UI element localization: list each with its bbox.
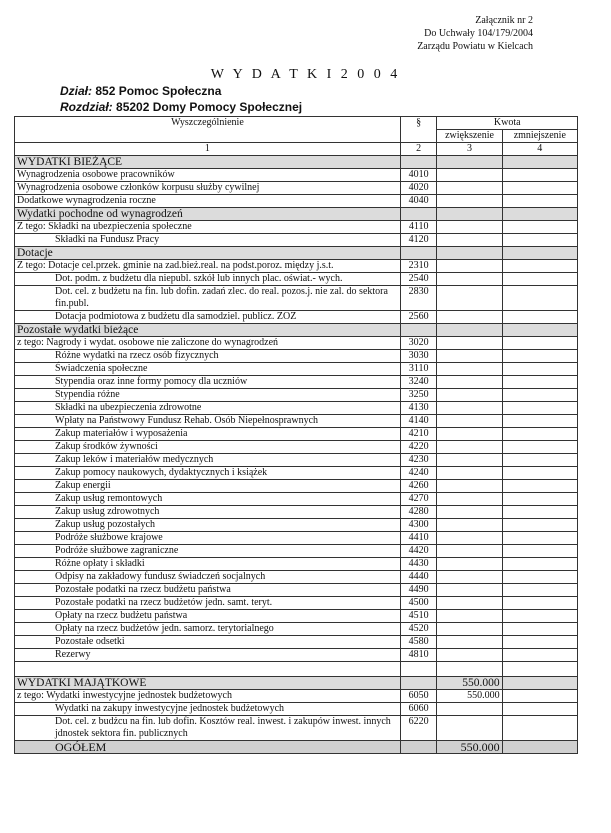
row-paragraph-code: 4280 bbox=[400, 506, 437, 519]
row-paragraph-code: 4020 bbox=[400, 182, 437, 195]
row-description: Podróże służbowe zagraniczne bbox=[15, 545, 401, 558]
row-increase-amount bbox=[437, 324, 502, 337]
row-decrease-amount bbox=[502, 662, 577, 677]
table-row bbox=[15, 558, 578, 571]
table-row bbox=[15, 610, 578, 623]
row-increase-amount bbox=[437, 493, 502, 506]
row-description: Podróże służbowe krajowe bbox=[15, 532, 401, 545]
row-description bbox=[15, 662, 401, 677]
row-description: Dodatkowe wynagrodzenia roczne bbox=[15, 195, 401, 208]
row-paragraph-code bbox=[400, 208, 437, 221]
row-increase-amount bbox=[437, 415, 502, 428]
row-paragraph-code: 4110 bbox=[400, 221, 437, 234]
row-increase-amount bbox=[437, 506, 502, 519]
row-paragraph-code: 3030 bbox=[400, 350, 437, 363]
row-description: Pozostałe podatki na rzecz budżetu państwa bbox=[15, 584, 401, 597]
row-description: Różne opłaty i składki bbox=[15, 558, 401, 571]
row-increase-amount bbox=[437, 156, 502, 169]
row-increase-amount bbox=[437, 195, 502, 208]
table-row bbox=[15, 428, 578, 441]
row-description: Opłaty na rzecz budżetów jedn. samorz. terytorialnego bbox=[15, 623, 401, 636]
row-paragraph-code bbox=[400, 156, 437, 169]
row-description: Z tego: Dotacje cel.przek. gminie na zad.bież.real. na podst.poroz. między j.s.t. bbox=[15, 260, 401, 273]
row-decrease-amount bbox=[502, 156, 577, 169]
table-row bbox=[15, 415, 578, 428]
row-increase-amount bbox=[437, 337, 502, 350]
row-decrease-amount bbox=[502, 610, 577, 623]
dzial-line bbox=[60, 84, 221, 98]
row-paragraph-code: 2540 bbox=[400, 273, 437, 286]
row-paragraph-code: 4210 bbox=[400, 428, 437, 441]
row-decrease-amount bbox=[502, 324, 577, 337]
row-decrease-amount bbox=[502, 558, 577, 571]
row-decrease-amount bbox=[502, 428, 577, 441]
row-paragraph-code bbox=[400, 247, 437, 260]
header-col-number: 4 bbox=[502, 143, 577, 156]
row-description: OGÓŁEM bbox=[15, 741, 401, 754]
row-decrease-amount bbox=[502, 169, 577, 182]
table-row bbox=[15, 480, 578, 493]
row-increase-amount: 550.000 bbox=[437, 741, 502, 754]
row-decrease-amount bbox=[502, 389, 577, 402]
row-description: Zakup środków żywności bbox=[15, 441, 401, 454]
row-paragraph-code: 4510 bbox=[400, 610, 437, 623]
row-decrease-amount bbox=[502, 350, 577, 363]
table-row bbox=[15, 221, 578, 234]
header-description: Wyszczególnienie bbox=[15, 117, 401, 143]
rozdzial-value: 85202 Domy Pomocy Społecznej bbox=[116, 100, 303, 114]
row-decrease-amount bbox=[502, 402, 577, 415]
table-row bbox=[15, 454, 578, 467]
row-decrease-amount bbox=[502, 286, 577, 311]
row-decrease-amount bbox=[502, 703, 577, 716]
row-decrease-amount bbox=[502, 234, 577, 247]
row-increase-amount bbox=[437, 610, 502, 623]
header-col-number: 2 bbox=[400, 143, 437, 156]
row-description: Zakup pomocy naukowych, dydaktycznych i książek bbox=[15, 467, 401, 480]
section-row bbox=[15, 677, 578, 690]
row-description: WYDATKI BIEŻĄCE bbox=[15, 156, 401, 169]
row-description: Stypendia oraz inne formy pomocy dla uczniów bbox=[15, 376, 401, 389]
row-increase-amount bbox=[437, 208, 502, 221]
row-increase-amount bbox=[437, 623, 502, 636]
row-decrease-amount bbox=[502, 273, 577, 286]
header-col-number: 1 bbox=[15, 143, 401, 156]
header-amount: Kwota bbox=[437, 117, 578, 130]
table-row bbox=[15, 597, 578, 610]
table-row bbox=[15, 402, 578, 415]
row-increase-amount bbox=[437, 519, 502, 532]
row-increase-amount bbox=[437, 571, 502, 584]
row-paragraph-code: 4520 bbox=[400, 623, 437, 636]
table-row bbox=[15, 532, 578, 545]
row-decrease-amount bbox=[502, 376, 577, 389]
section-row bbox=[15, 324, 578, 337]
row-paragraph-code: 4120 bbox=[400, 234, 437, 247]
row-paragraph-code: 3240 bbox=[400, 376, 437, 389]
attachment-note bbox=[417, 14, 533, 53]
row-paragraph-code: 4580 bbox=[400, 636, 437, 649]
row-decrease-amount bbox=[502, 690, 577, 703]
row-description: Wynagrodzenia osobowe pracowników bbox=[15, 169, 401, 182]
table-row bbox=[15, 286, 578, 311]
row-description: z tego: Nagrody i wydat. osobowe nie zaliczone do wynagrodzeń bbox=[15, 337, 401, 350]
rozdzial-line bbox=[60, 100, 302, 114]
row-description: Składki na Fundusz Pracy bbox=[15, 234, 401, 247]
row-decrease-amount bbox=[502, 623, 577, 636]
row-description: Różne wydatki na rzecz osób fizycznych bbox=[15, 350, 401, 363]
row-decrease-amount bbox=[502, 571, 577, 584]
row-description: Zakup usług remontowych bbox=[15, 493, 401, 506]
row-paragraph-code: 3250 bbox=[400, 389, 437, 402]
row-increase-amount bbox=[437, 389, 502, 402]
table-row bbox=[15, 273, 578, 286]
row-paragraph-code: 4490 bbox=[400, 584, 437, 597]
section-row bbox=[15, 208, 578, 221]
row-increase-amount bbox=[437, 286, 502, 311]
table-row bbox=[15, 623, 578, 636]
row-decrease-amount bbox=[502, 195, 577, 208]
row-increase-amount: 550.000 bbox=[437, 690, 502, 703]
row-paragraph-code: 3110 bbox=[400, 363, 437, 376]
row-description: Zakup leków i materiałów medycznych bbox=[15, 454, 401, 467]
row-decrease-amount bbox=[502, 182, 577, 195]
row-description: Pozostałe podatki na rzecz budżetów jedn. samt. teryt. bbox=[15, 597, 401, 610]
row-description: Zakup energii bbox=[15, 480, 401, 493]
dzial-value: 852 Pomoc Społeczna bbox=[95, 84, 222, 98]
row-paragraph-code bbox=[400, 741, 437, 754]
row-paragraph-code: 4260 bbox=[400, 480, 437, 493]
row-decrease-amount bbox=[502, 247, 577, 260]
table-row bbox=[15, 195, 578, 208]
row-increase-amount bbox=[437, 532, 502, 545]
header-increase: zwiększenie bbox=[437, 130, 502, 143]
row-decrease-amount bbox=[502, 636, 577, 649]
row-increase-amount bbox=[437, 234, 502, 247]
row-increase-amount bbox=[437, 480, 502, 493]
row-decrease-amount bbox=[502, 493, 577, 506]
row-increase-amount bbox=[437, 169, 502, 182]
row-paragraph-code: 2560 bbox=[400, 311, 437, 324]
row-decrease-amount bbox=[502, 221, 577, 234]
rozdzial-label: Rozdział: bbox=[60, 100, 113, 114]
row-paragraph-code: 4130 bbox=[400, 402, 437, 415]
row-decrease-amount bbox=[502, 441, 577, 454]
row-description: Składki na ubezpieczenia zdrowotne bbox=[15, 402, 401, 415]
row-paragraph-code: 4300 bbox=[400, 519, 437, 532]
row-description: Z tego: Składki na ubezpieczenia społeczne bbox=[15, 221, 401, 234]
row-increase-amount bbox=[437, 428, 502, 441]
header-col-number: 3 bbox=[437, 143, 502, 156]
row-decrease-amount bbox=[502, 649, 577, 662]
row-description: Zakup usług zdrowotnych bbox=[15, 506, 401, 519]
row-increase-amount bbox=[437, 545, 502, 558]
dzial-label: Dział: bbox=[60, 84, 93, 98]
row-increase-amount bbox=[437, 182, 502, 195]
row-description: Opłaty na rzecz budżetu państwa bbox=[15, 610, 401, 623]
header-decrease: zmniejszenie bbox=[502, 130, 577, 143]
row-description: z tego: Wydatki inwestycyjne jednostek budżetowych bbox=[15, 690, 401, 703]
row-paragraph-code: 3020 bbox=[400, 337, 437, 350]
expenses-table bbox=[14, 116, 578, 754]
table-row bbox=[15, 234, 578, 247]
row-description: Pozostałe wydatki bieżące bbox=[15, 324, 401, 337]
row-decrease-amount bbox=[502, 597, 577, 610]
row-description: Dot. podm. z budżetu dla niepubl. szkół lub innych plac. oświat.- wych. bbox=[15, 273, 401, 286]
attachment-line: Do Uchwały 104/179/2004 bbox=[424, 28, 533, 39]
row-description: Dotacja podmiotowa z budżetu dla samodziel. publicz. ZOZ bbox=[15, 311, 401, 324]
row-decrease-amount bbox=[502, 506, 577, 519]
row-description: Dotacje bbox=[15, 247, 401, 260]
row-increase-amount bbox=[437, 558, 502, 571]
table-row bbox=[15, 337, 578, 350]
row-increase-amount bbox=[437, 662, 502, 677]
row-description: Wydatki pochodne od wynagrodzeń bbox=[15, 208, 401, 221]
row-decrease-amount bbox=[502, 677, 577, 690]
row-description: Wynagrodzenia osobowe członków korpusu służby cywilnej bbox=[15, 182, 401, 195]
row-decrease-amount bbox=[502, 480, 577, 493]
row-increase-amount bbox=[437, 402, 502, 415]
row-increase-amount bbox=[437, 703, 502, 716]
header-paragraph: § bbox=[400, 117, 437, 143]
section-row bbox=[15, 156, 578, 169]
row-paragraph-code: 4040 bbox=[400, 195, 437, 208]
table-row bbox=[15, 493, 578, 506]
row-increase-amount bbox=[437, 467, 502, 480]
row-decrease-amount bbox=[502, 519, 577, 532]
row-paragraph-code: 6220 bbox=[400, 716, 437, 741]
row-description: Wpłaty na Państwowy Fundusz Rehab. Osób Niepełnosprawnych bbox=[15, 415, 401, 428]
row-paragraph-code: 4140 bbox=[400, 415, 437, 428]
total-row bbox=[15, 741, 578, 754]
row-description: Zakup usług pozostałych bbox=[15, 519, 401, 532]
expenses-body bbox=[15, 156, 578, 754]
row-decrease-amount bbox=[502, 467, 577, 480]
row-increase-amount: 550.000 bbox=[437, 677, 502, 690]
row-description: Świadczenia społeczne bbox=[15, 363, 401, 376]
row-description: Dot. cel. z budżetu na fin. lub dofin. zadań zlec. do real. pozos.j. nie zal. do sektora fin.publ. bbox=[15, 286, 401, 311]
document-title: W Y D A T K I 2 0 0 4 bbox=[210, 67, 401, 82]
row-paragraph-code bbox=[400, 677, 437, 690]
section-row bbox=[15, 247, 578, 260]
row-paragraph-code: 4500 bbox=[400, 597, 437, 610]
row-paragraph-code: 2830 bbox=[400, 286, 437, 311]
row-description: WYDATKI MAJĄTKOWE bbox=[15, 677, 401, 690]
table-row bbox=[15, 571, 578, 584]
row-description: Odpisy na zakładowy fundusz świadczeń socjalnych bbox=[15, 571, 401, 584]
row-increase-amount bbox=[437, 649, 502, 662]
row-paragraph-code: 4810 bbox=[400, 649, 437, 662]
table-row bbox=[15, 363, 578, 376]
row-description: Pozostałe odsetki bbox=[15, 636, 401, 649]
row-increase-amount bbox=[437, 716, 502, 741]
row-increase-amount bbox=[437, 636, 502, 649]
row-decrease-amount bbox=[502, 584, 577, 597]
table-row bbox=[15, 690, 578, 703]
row-paragraph-code: 4410 bbox=[400, 532, 437, 545]
row-decrease-amount bbox=[502, 454, 577, 467]
row-paragraph-code: 2310 bbox=[400, 260, 437, 273]
table-row bbox=[15, 260, 578, 273]
row-paragraph-code: 6050 bbox=[400, 690, 437, 703]
row-paragraph-code: 4010 bbox=[400, 169, 437, 182]
table-row bbox=[15, 389, 578, 402]
row-decrease-amount bbox=[502, 260, 577, 273]
table-row bbox=[15, 376, 578, 389]
row-paragraph-code: 4240 bbox=[400, 467, 437, 480]
row-increase-amount bbox=[437, 454, 502, 467]
row-decrease-amount bbox=[502, 337, 577, 350]
row-increase-amount bbox=[437, 247, 502, 260]
row-decrease-amount bbox=[502, 545, 577, 558]
row-increase-amount bbox=[437, 597, 502, 610]
row-paragraph-code: 4430 bbox=[400, 558, 437, 571]
table-row bbox=[15, 467, 578, 480]
row-increase-amount bbox=[437, 260, 502, 273]
row-decrease-amount bbox=[502, 532, 577, 545]
row-paragraph-code: 4230 bbox=[400, 454, 437, 467]
attachment-line: Zarządu Powiatu w Kielcach bbox=[417, 41, 533, 52]
row-paragraph-code: 4420 bbox=[400, 545, 437, 558]
table-row bbox=[15, 169, 578, 182]
table-row bbox=[15, 703, 578, 716]
row-description: Dot. cel. z budżcu na fin. lub dofin. Kosztów real. inwest. i zakupów inwest. innych jdnostek sektora fin. publicznych bbox=[15, 716, 401, 741]
row-increase-amount bbox=[437, 363, 502, 376]
row-increase-amount bbox=[437, 376, 502, 389]
row-decrease-amount bbox=[502, 716, 577, 741]
row-decrease-amount bbox=[502, 208, 577, 221]
row-increase-amount bbox=[437, 221, 502, 234]
table-row bbox=[15, 545, 578, 558]
row-paragraph-code: 4440 bbox=[400, 571, 437, 584]
row-paragraph-code bbox=[400, 662, 437, 677]
row-increase-amount bbox=[437, 441, 502, 454]
row-increase-amount bbox=[437, 584, 502, 597]
table-row bbox=[15, 649, 578, 662]
row-description: Zakup materiałów i wyposażenia bbox=[15, 428, 401, 441]
row-decrease-amount bbox=[502, 415, 577, 428]
table-row bbox=[15, 182, 578, 195]
row-paragraph-code: 6060 bbox=[400, 703, 437, 716]
row-increase-amount bbox=[437, 311, 502, 324]
table-row bbox=[15, 584, 578, 597]
row-description: Stypendia różne bbox=[15, 389, 401, 402]
row-increase-amount bbox=[437, 273, 502, 286]
row-paragraph-code: 4270 bbox=[400, 493, 437, 506]
row-description: Wydatki na zakupy inwestycyjne jednostek budżetowych bbox=[15, 703, 401, 716]
row-decrease-amount bbox=[502, 311, 577, 324]
table-row bbox=[15, 519, 578, 532]
table-row bbox=[15, 506, 578, 519]
row-paragraph-code: 4220 bbox=[400, 441, 437, 454]
row-description: Rezerwy bbox=[15, 649, 401, 662]
table-row bbox=[15, 636, 578, 649]
row-decrease-amount bbox=[502, 741, 577, 754]
spacer-row bbox=[15, 662, 578, 677]
row-paragraph-code bbox=[400, 324, 437, 337]
row-increase-amount bbox=[437, 350, 502, 363]
table-row bbox=[15, 350, 578, 363]
table-row bbox=[15, 441, 578, 454]
table-row bbox=[15, 311, 578, 324]
row-decrease-amount bbox=[502, 363, 577, 376]
attachment-line: Załącznik nr 2 bbox=[475, 15, 533, 26]
table-row bbox=[15, 716, 578, 741]
